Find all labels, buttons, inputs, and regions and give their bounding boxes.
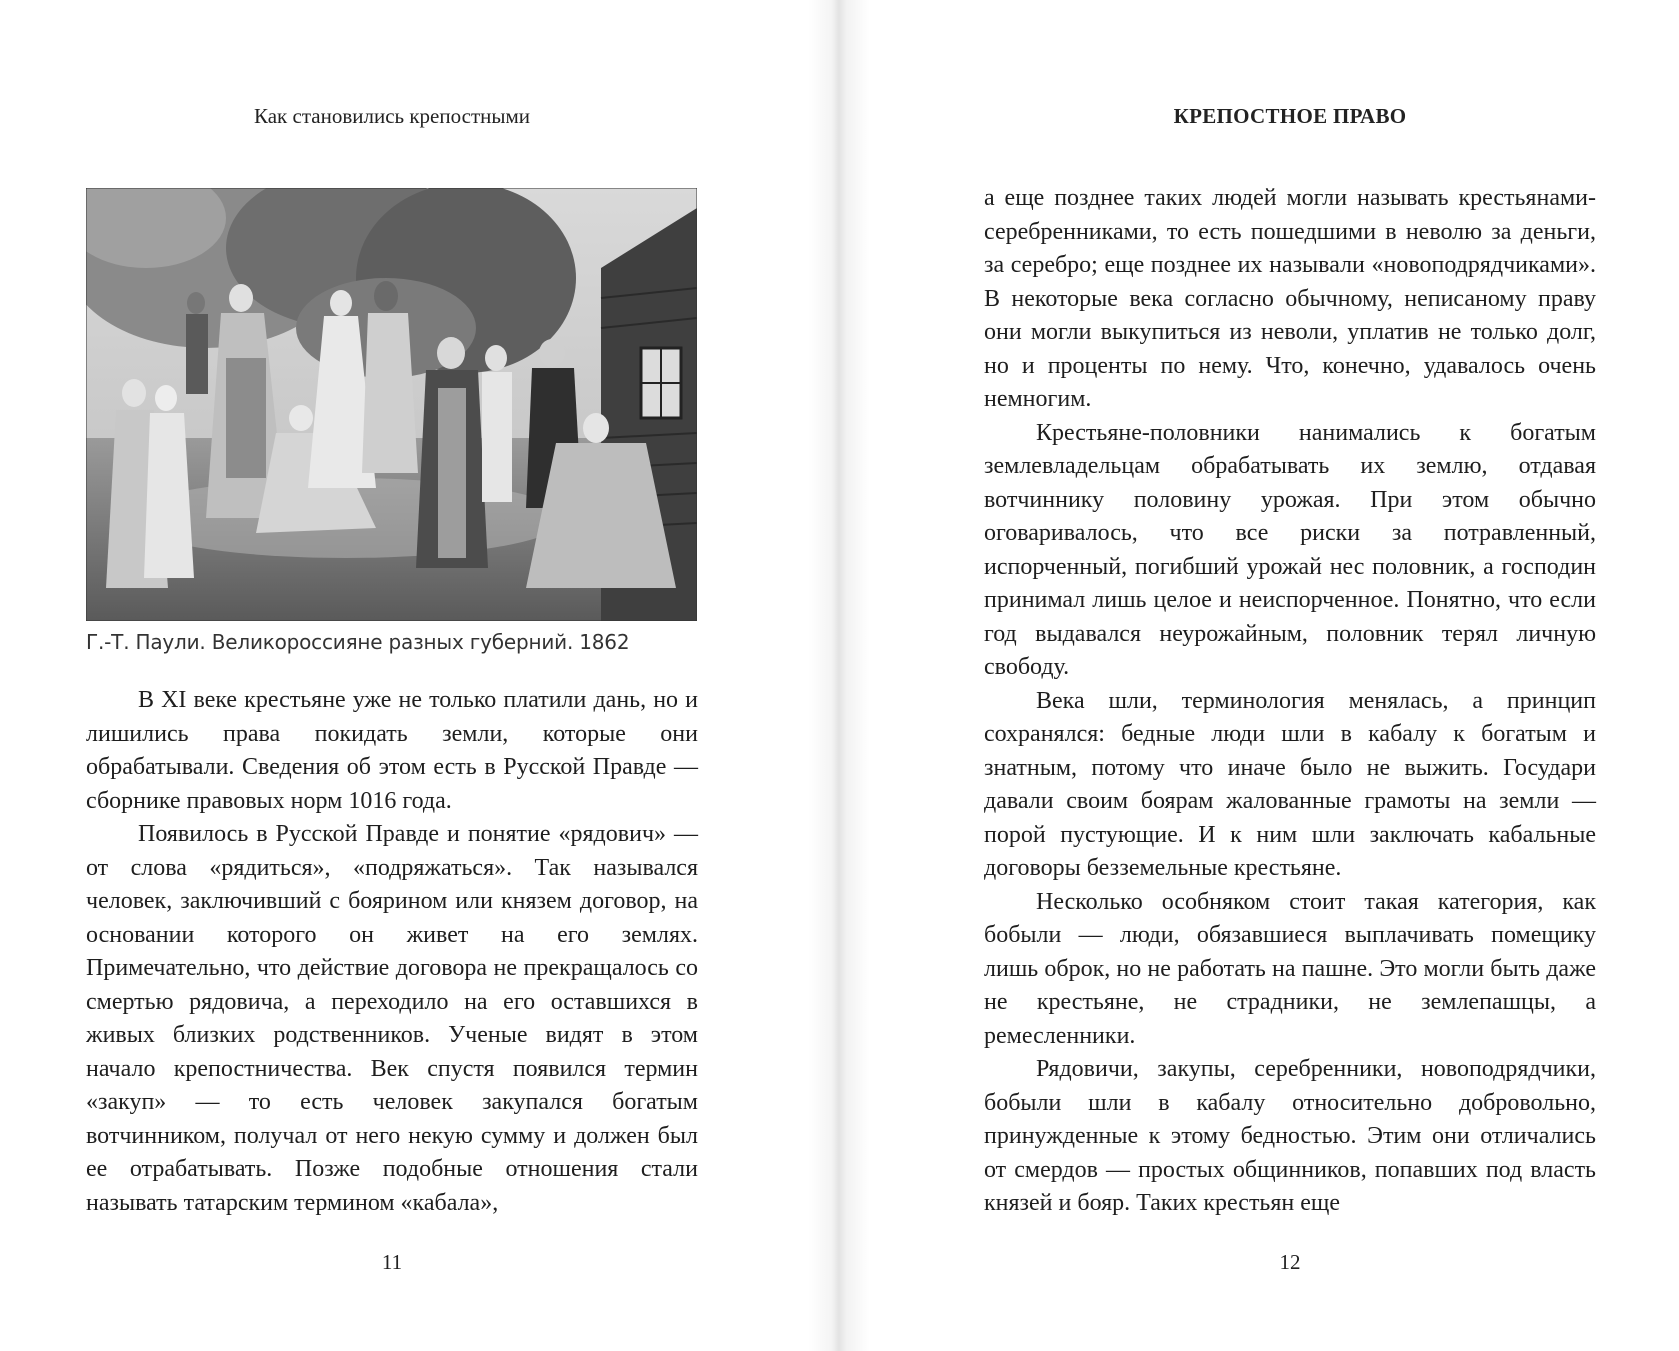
right-page-number: 12 xyxy=(1279,1250,1301,1274)
right-running-head: КРЕПОСТНОЕ ПРАВО xyxy=(1173,104,1407,128)
right-page xyxy=(838,0,1679,1351)
engraving-peasants-group xyxy=(86,188,697,621)
left-body-text xyxy=(86,684,698,1220)
right-paragraph-1: Крестьяне-половники нанимались к богатым землевладельцам обрабатывать их землю, отдавая вотчиннику половину урожая. При этом обычно оговаривалось, что все риски за потравленный, испорченный, погибший урожай нес половник, а господин принимал лишь целое и неиспорченное. Понятно, что если год выдавался неурожайным, половник терял личную свободу. xyxy=(984,419,1596,680)
right-paragraph-2: Века шли, терминология менялась, а принцип сохранялся: бедные люди шли в кабалу к богатым и знатным, потому что иначе было не выжить. Государи давали своим боярам жалованные грамоты на земли — порой пустующие. И к ним шли заключать кабальные договоры безземельные крестьяне. xyxy=(984,687,1596,881)
right-body-text xyxy=(984,182,1596,1221)
figure-caption: Г.-Т. Паули. Великороссияне разных губерний. 1862 xyxy=(86,630,630,654)
left-running-head: Как становились крепостными xyxy=(254,104,530,128)
right-continuation: а еще позднее таких людей могли называть крестьянами-серебренниками, то есть пошедшими в неволю за деньги, за серебро; еще позднее их называли «новоподрядчиками». В некоторые века согласно обычному, неписаному праву они могли выкупиться из неволи, уплатив не только долг, но и проценты по нему. Что, конечно, удавалось очень немногим. xyxy=(984,185,1596,412)
illustration xyxy=(86,188,697,621)
left-paragraph-1: В XI веке крестьяне уже не только платили дань, но и лишились права покидать земли, которые они обрабатывали. Сведения об этом есть в Русской Правде — сборнике правовых норм 1016 года. xyxy=(86,687,698,814)
right-paragraph-4: Рядовичи, закупы, серебренники, новоподрядчики, бобыли шли в кабалу относительно добровольно, принужденные к этому бедностью. Этим они отличались от смердов — простых общинников, попавших под власть князей и бояр. Таких крестьян еще xyxy=(984,1056,1596,1216)
left-page-number: 11 xyxy=(381,1250,403,1274)
left-page xyxy=(0,0,838,1351)
right-paragraph-3: Несколько особняком стоит такая категория, как бобыли — люди, обязавшиеся выплачивать помещику лишь оброк, но не работать на пашне. Это могли быть даже не крестьяне, не страдники, не землепашцы, а ремесленники. xyxy=(984,888,1596,1049)
left-paragraph-2: Появилось в Русской Правде и понятие «рядович» — от слова «рядиться», «подряжаться». Так назывался человек, заключивший с боярином или князем договор, на основании которого он живет на его землях. Примечательно, что действие договора не прекращалось со смертью рядовича, а переходило на его оставшихся в живых близких родственников. Ученые видят в этом начало крепостничества. Век спустя появился термин «закуп» — то есть человек закупался богатым вотчинником, получал от него некую сумму и должен был ее отрабатывать. Позже подобные отношения стали называть татарским термином «кабала», xyxy=(86,821,698,1216)
